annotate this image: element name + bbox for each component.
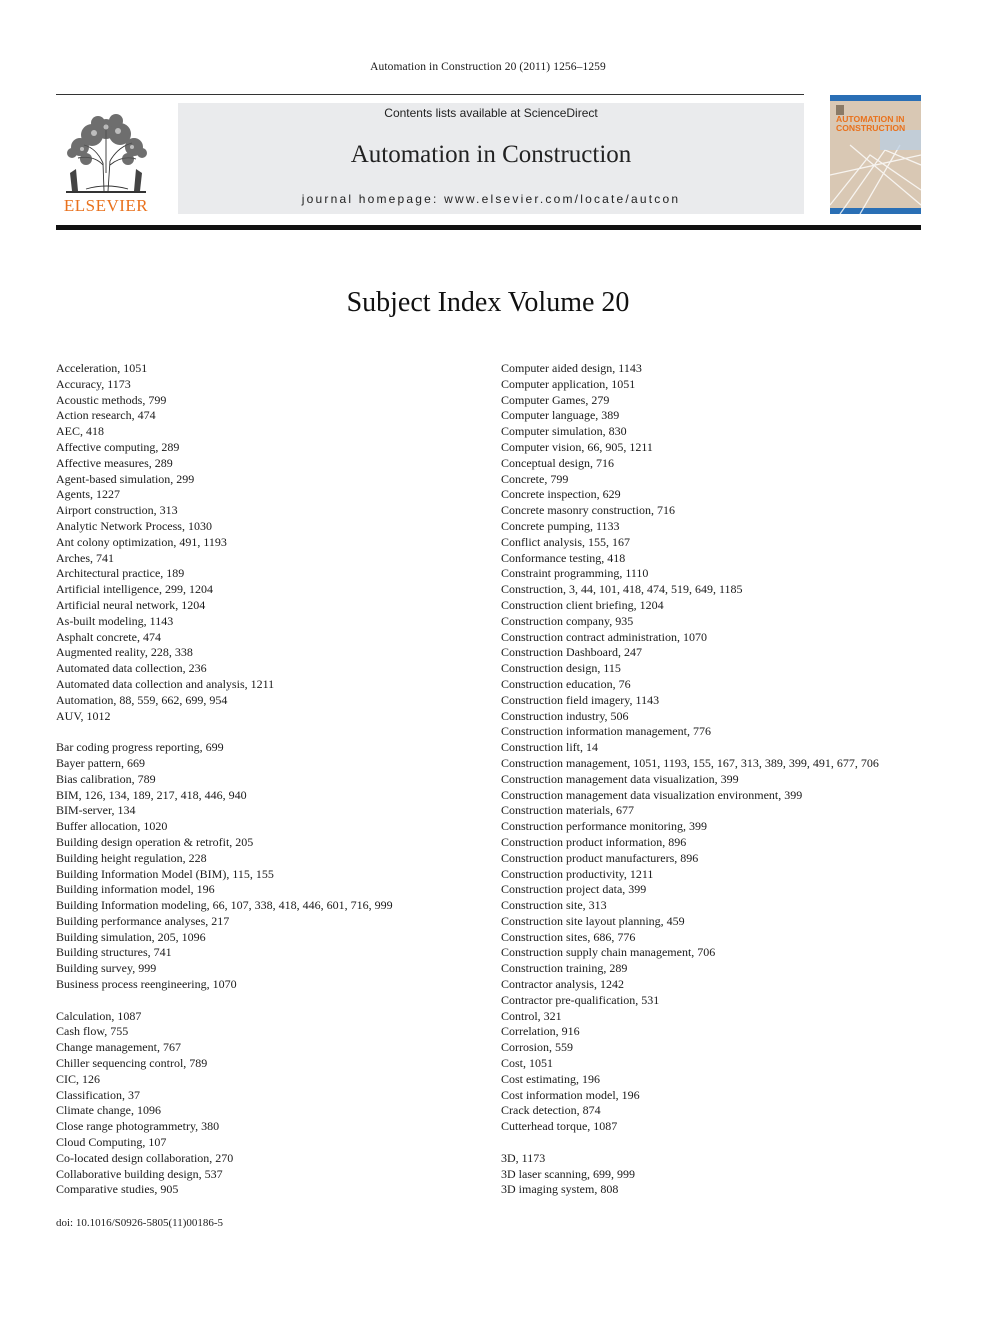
index-column-left <box>56 361 496 1198</box>
index-entry: Contractor pre-qualification, 531 <box>501 992 660 1007</box>
index-entry: AEC, 418 <box>56 424 104 439</box>
index-entry: Building height regulation, 228 <box>56 850 207 865</box>
index-entry: Construction site layout planning, 459 <box>501 913 685 928</box>
index-entry: BIM-server, 134 <box>56 803 136 818</box>
sciencedirect-link[interactable]: ScienceDirect <box>523 106 598 120</box>
index-entry: Crack detection, 874 <box>501 1103 601 1118</box>
index-entry: Architectural practice, 189 <box>56 566 185 581</box>
index-entry: Concrete pumping, 1133 <box>501 518 620 533</box>
index-entry: Construction design, 115 <box>501 661 621 676</box>
contents-available-line <box>178 106 804 120</box>
index-entry: Correlation, 916 <box>501 1024 580 1039</box>
index-entry: Construction training, 289 <box>501 961 628 976</box>
index-column-right <box>501 361 941 1198</box>
index-entry: Construction management data visualization environment, 399 <box>501 787 803 802</box>
index-entry: Computer vision, 66, 905, 1211 <box>501 439 653 454</box>
index-entry: Automated data collection, 236 <box>56 661 207 676</box>
index-entry: Construction, 3, 44, 101, 418, 474, 519, 649, 1185 <box>501 582 743 597</box>
index-entry: Arches, 741 <box>56 550 114 565</box>
index-entry: Construction product manufacturers, 896 <box>501 850 699 865</box>
index-entry: Building Information Model (BIM), 115, 155 <box>56 866 274 881</box>
index-entry: Cloud Computing, 107 <box>56 1135 167 1150</box>
index-entry: Cash flow, 755 <box>56 1024 129 1039</box>
index-entry: Conceptual design, 716 <box>501 455 614 470</box>
index-entry: Business process reengineering, 1070 <box>56 977 237 992</box>
header-thick-rule <box>56 225 921 230</box>
elsevier-wordmark: ELSEVIER <box>63 196 149 215</box>
index-entry: Construction field imagery, 1143 <box>501 692 660 707</box>
index-entry: CIC, 126 <box>56 1071 101 1086</box>
index-entry: Artificial neural network, 1204 <box>56 597 206 612</box>
index-entry: Construction product information, 896 <box>501 834 687 849</box>
header-top-rule <box>56 94 804 95</box>
journal-homepage-link[interactable]: journal homepage: www.elsevier.com/locate/autcon <box>301 192 681 206</box>
index-entry: Acceleration, 1051 <box>56 361 148 375</box>
index-entry: Calculation, 1087 <box>56 1008 142 1023</box>
index-entry: Concrete, 799 <box>501 471 569 486</box>
contents-prefix: Contents lists available at <box>384 106 524 120</box>
index-entry: Acoustic methods, 799 <box>56 392 167 407</box>
index-entry: 3D imaging system, 808 <box>501 1182 619 1197</box>
index-entry: BIM, 126, 134, 189, 217, 418, 446, 940 <box>56 787 247 802</box>
index-entry: Construction Dashboard, 247 <box>501 645 642 660</box>
index-entry: Augmented reality, 228, 338 <box>56 645 193 660</box>
index-entry: Construction company, 935 <box>501 613 634 628</box>
index-entry: Building survey, 999 <box>56 961 157 976</box>
index-entry: Automation, 88, 559, 662, 699, 954 <box>56 692 228 707</box>
index-entry: Construction education, 76 <box>501 676 631 691</box>
index-entry: Construction management, 1051, 1193, 155, 167, 313, 389, 399, 491, 677, 706 <box>501 755 879 770</box>
index-entry: Construction performance monitoring, 399 <box>501 819 707 834</box>
index-entry: Analytic Network Process, 1030 <box>56 518 212 533</box>
index-entry: Construction lift, 14 <box>501 740 598 755</box>
index-entry: Cost estimating, 196 <box>501 1071 600 1086</box>
index-entry: Asphalt concrete, 474 <box>56 629 161 644</box>
index-entry: Construction supply chain management, 706 <box>501 945 716 960</box>
running-head: Automation in Construction 20 (2011) 1256–1259 <box>370 61 606 73</box>
index-entry: Comparative studies, 905 <box>56 1182 179 1197</box>
index-entry: Affective measures, 289 <box>56 455 173 470</box>
index-entry: Computer application, 1051 <box>501 376 636 391</box>
index-entry: Cost, 1051 <box>501 1056 554 1071</box>
index-entry: Concrete inspection, 629 <box>501 487 621 502</box>
index-entry: Chiller sequencing control, 789 <box>56 1056 208 1071</box>
elsevier-logo <box>56 103 156 215</box>
index-entry: Corrosion, 559 <box>501 1040 573 1055</box>
index-entry: Construction information management, 776 <box>501 724 711 739</box>
cover-title-2: CONSTRUCTION <box>836 123 906 133</box>
index-entry: Construction site, 313 <box>501 898 607 913</box>
index-entry: Construction project data, 399 <box>501 882 647 897</box>
index-entry: Computer Games, 279 <box>501 392 610 407</box>
index-entry: Cutterhead torque, 1087 <box>501 1119 618 1134</box>
index-entry: Building Information modeling, 66, 107, 338, 418, 446, 601, 716, 999 <box>56 898 393 913</box>
index-entry: Computer language, 389 <box>501 408 620 423</box>
index-entry: Computer aided design, 1143 <box>501 361 642 375</box>
index-entry: 3D, 1173 <box>501 1150 546 1165</box>
cover-title-1: AUTOMATION IN <box>836 114 905 124</box>
doi-footer: doi: 10.1016/S0926-5805(11)00186-5 <box>56 1217 224 1229</box>
index-entry: Co-located design collaboration, 270 <box>56 1150 234 1165</box>
index-entry: Airport construction, 313 <box>56 503 178 518</box>
index-entry: Cost information model, 196 <box>501 1087 640 1102</box>
index-entry: Agent-based simulation, 299 <box>56 471 195 486</box>
index-entry: Change management, 767 <box>56 1040 181 1055</box>
index-entry: Buffer allocation, 1020 <box>56 819 168 834</box>
index-entry: Collaborative building design, 537 <box>56 1166 223 1181</box>
index-entry: Affective computing, 289 <box>56 439 180 454</box>
index-entry: As-built modeling, 1143 <box>56 613 174 628</box>
index-entry: Bias calibration, 789 <box>56 771 156 786</box>
index-entry: Building structures, 741 <box>56 945 172 960</box>
index-entry: Concrete masonry construction, 716 <box>501 503 675 518</box>
index-entry: Action research, 474 <box>56 408 156 423</box>
index-entry: Building information model, 196 <box>56 882 215 897</box>
journal-banner <box>178 103 804 214</box>
index-entry: Construction industry, 506 <box>501 708 629 723</box>
index-entry: Close range photogrammetry, 380 <box>56 1119 220 1134</box>
index-entry: Construction sites, 686, 776 <box>501 929 636 944</box>
index-entry: 3D laser scanning, 699, 999 <box>501 1166 635 1181</box>
index-entry: Accuracy, 1173 <box>56 376 131 391</box>
index-entry: Artificial intelligence, 299, 1204 <box>56 582 213 597</box>
index-entry: Construction contract administration, 1070 <box>501 629 707 644</box>
index-entry: Construction productivity, 1211 <box>501 866 654 881</box>
journal-title: Automation in Construction <box>350 141 632 168</box>
index-entry: Contractor analysis, 1242 <box>501 977 624 992</box>
index-entry: Climate change, 1096 <box>56 1103 161 1118</box>
index-entry: Control, 321 <box>501 1008 562 1023</box>
index-entry: Construction client briefing, 1204 <box>501 597 664 612</box>
index-entry: Conformance testing, 418 <box>501 550 626 565</box>
index-entry: Automated data collection and analysis, 1211 <box>56 676 275 691</box>
index-entry: Bar coding progress reporting, 699 <box>56 740 224 755</box>
index-entry: Computer simulation, 830 <box>501 424 627 439</box>
index-entry: Building design operation & retrofit, 205 <box>56 834 254 849</box>
index-entry: Construction materials, 677 <box>501 803 634 818</box>
index-entry: Construction management data visualization, 399 <box>501 771 739 786</box>
index-entry: Ant colony optimization, 491, 1193 <box>56 534 227 549</box>
journal-cover-image <box>830 95 921 214</box>
index-entry: AUV, 1012 <box>56 708 111 723</box>
index-entry: Agents, 1227 <box>56 487 120 502</box>
index-entry: Constraint programming, 1110 <box>501 566 649 581</box>
index-entry: Bayer pattern, 669 <box>56 755 145 770</box>
page-title: Subject Index Volume 20 <box>346 287 630 318</box>
index-entry: Building performance analyses, 217 <box>56 913 230 928</box>
index-entry: Conflict analysis, 155, 167 <box>501 534 630 549</box>
index-entry: Classification, 37 <box>56 1087 140 1102</box>
index-entry: Building simulation, 205, 1096 <box>56 929 206 944</box>
